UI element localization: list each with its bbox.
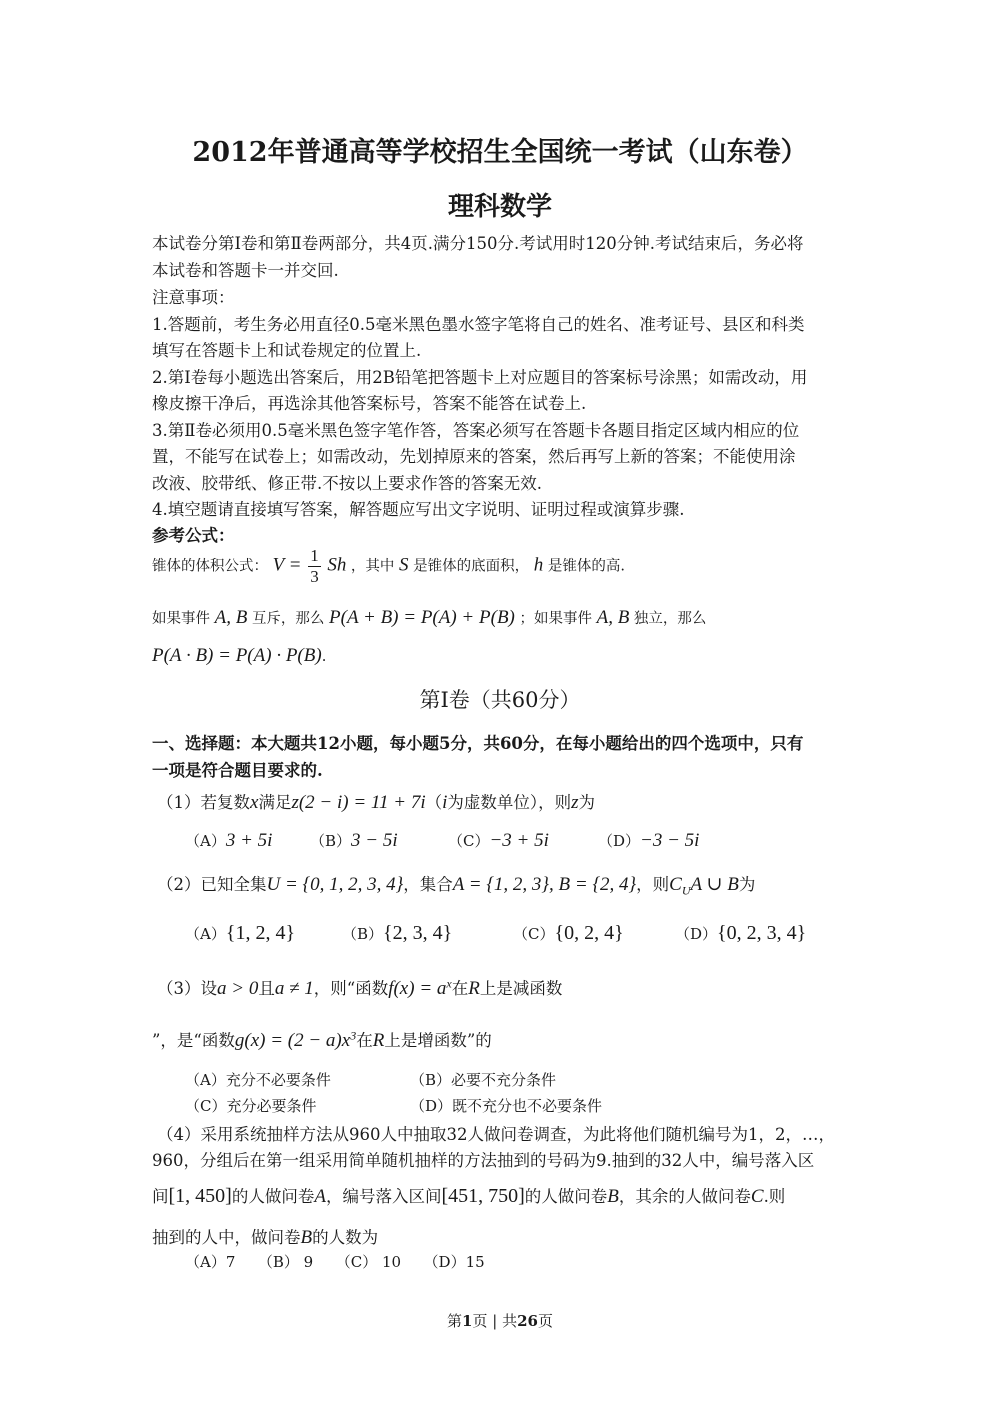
prob-formula-line-2 (152, 645, 326, 667)
cone-v: V = (272, 554, 307, 576)
q2-sets: A = {1, 2, 3}, B = {2, 4} (452, 874, 637, 895)
q4-text-g: 抽到的人中，做问卷 (152, 1228, 301, 1247)
q3-text-c: ，则“函数 (313, 979, 389, 998)
q3-function-g: g(x) = (2 − a)x (234, 1030, 351, 1051)
q3-function-g-exponent: 3 (350, 1028, 357, 1043)
q3-text-d: 在 (451, 979, 469, 998)
footer-text-3: 页 (537, 1312, 553, 1330)
q3-function-f-exponent: x (446, 976, 452, 991)
notice-4: 4.填空题请直接填写答案，解答题应写出文字说明、证明过程或演算步骤. (152, 500, 685, 519)
q2-complement-sub: U (681, 883, 691, 898)
notice-3b: 置，不能写在试卷上；如需改动，先划掉原来的答案，然后再写上新的答案；不能使用涂 (152, 447, 796, 466)
q1-option-a-label: （A） (185, 832, 226, 850)
formula-heading: 参考公式： (152, 526, 235, 545)
q4-var-a: A (314, 1186, 326, 1207)
q2-option-d-value: {0, 2, 3, 4} (717, 922, 807, 944)
q1-option-d-value: −3 − 5i (640, 830, 700, 851)
prob-formula-1: P(A + B) = P(A) + P(B) (329, 607, 515, 628)
q1-option-d-label: （D） (598, 832, 641, 850)
cone-sh: Sh (327, 554, 347, 576)
q3-option-d[interactable]: （D）既不充分也不必要条件 (410, 1097, 603, 1115)
q4-interval-1: [1, 450] (168, 1185, 232, 1207)
q1-option-a[interactable] (185, 830, 272, 852)
exam-subtitle: 理科数学 (447, 192, 552, 222)
q3-text-f: ”，是“函数 (152, 1031, 235, 1050)
question-2 (157, 871, 755, 898)
question-3-line-1 (157, 975, 562, 1000)
q3-cond-2: a ≠ 1 (274, 978, 314, 999)
q1-text-a: （1）若复数 (157, 793, 250, 812)
q2-option-a[interactable] (185, 922, 295, 945)
q4-text-d: 的人做问卷 (524, 1187, 608, 1206)
exam-title: 2012年普通高等学校招生全国统一考试（山东卷） (192, 137, 808, 168)
q1-option-c[interactable] (448, 830, 549, 852)
prob-text-3: ；如果事件 (519, 611, 592, 627)
q3-set-r-2: R (372, 1030, 385, 1051)
prob-formula-2: P(A · B) = P(A) · P(B) (152, 645, 322, 666)
q1-text-d: 为虚数单位），则 (447, 793, 572, 812)
question-4-line-1: （4）采用系统抽样方法从960人中抽取32人做问卷调查，为此将他们随机编号为1，2，…， (157, 1125, 835, 1144)
q4-options[interactable]: （A）7 （B） 9 （C） 10 （D）15 (185, 1253, 485, 1271)
footer-text-2: 页 | 共 (472, 1312, 518, 1330)
q1-text-c: （ (425, 793, 443, 812)
q2-option-d-label: （D） (675, 925, 718, 943)
footer-page-total: 26 (517, 1312, 538, 1330)
q2-option-b-label: （B） (342, 925, 384, 943)
notice-3a: 3.第Ⅱ卷必须用0.5毫米黑色签字笔作答，答案必须写在答题卡各题目指定区域内相应的位 (152, 421, 800, 440)
cone-suffix: 是锥体的高. (547, 558, 625, 575)
q1-option-b-label: （B） (310, 832, 352, 850)
q1-equation: z(2 − i) = 11 + 7i (291, 792, 426, 813)
q3-text-h: 上是增函数”的 (384, 1031, 492, 1050)
cone-s: S (399, 554, 409, 576)
question-4-line-3 (152, 1183, 785, 1208)
notice-1b: 填写在答题卡上和试卷规定的位置上. (152, 341, 422, 360)
q2-option-c[interactable] (513, 922, 624, 945)
q3-text-e: 上是减函数 (479, 979, 563, 998)
q1-text-e: 为 (578, 793, 596, 812)
fraction-numerator: 1 (310, 546, 319, 565)
cone-prefix: 锥体的体积公式： (152, 558, 268, 575)
prob-text-1: 如果事件 (152, 611, 210, 627)
q3-set-r: R (468, 978, 480, 999)
q1-option-b[interactable] (310, 830, 398, 852)
q2-complement: C (669, 874, 682, 895)
q2-option-b[interactable] (342, 922, 452, 945)
q2-option-d[interactable] (675, 922, 806, 945)
section-instruction-b: 一项是符合题目要求的. (152, 761, 323, 780)
question-4-line-4 (152, 1224, 378, 1249)
q1-var-x: x (250, 792, 259, 813)
q2-option-c-value: {0, 2, 4} (554, 922, 624, 944)
q4-text-h: 的人数为 (312, 1228, 379, 1247)
q4-var-b-2: B (300, 1227, 313, 1248)
section-instruction-a: 一、选择题：本大题共12小题，每小题5分，共60分，在每小题给出的四个选项中，只有 (152, 734, 804, 753)
q1-var-i: i (442, 792, 448, 813)
footer-page-number: 1 (462, 1312, 473, 1330)
q1-option-c-label: （C） (448, 832, 490, 850)
q2-option-a-value: {1, 2, 4} (225, 922, 296, 944)
q2-text-d: 为 (738, 875, 756, 894)
cone-formula (152, 546, 625, 587)
q4-text-b: 的人做问卷 (231, 1187, 315, 1206)
question-3-line-2 (152, 1027, 492, 1052)
q3-text-b: 且 (258, 979, 275, 998)
cone-mid2: 是锥体的底面积， (413, 558, 530, 575)
q3-option-a[interactable]: （A）充分不必要条件 (185, 1071, 331, 1089)
q4-var-b: B (607, 1186, 619, 1207)
q4-text-e: ，其余的人做问卷 (618, 1187, 751, 1206)
intro-line-2: 本试卷和答题卡一并交回. (152, 261, 339, 280)
cone-mid1: ，其中 (350, 558, 395, 575)
q2-option-a-label: （A） (185, 925, 226, 943)
prob-end: . (321, 649, 327, 665)
q1-text-b: 满足 (258, 793, 292, 812)
prob-text-2: 互斥，那么 (251, 611, 325, 627)
q3-text-g: 在 (356, 1031, 373, 1050)
q1-var-z: z (571, 792, 579, 813)
notice-2a: 2.第Ⅰ卷每小题选出答案后，用2B铅笔把答题卡上对应题目的答案标号涂黑；如需改动，用 (152, 368, 808, 387)
q3-function-f: f(x) = a (388, 978, 447, 999)
prob-text-4: 独立，那么 (633, 611, 707, 627)
q2-text-a: （2）已知全集 (157, 875, 267, 894)
q2-universal-set: U = {0, 1, 2, 3, 4} (266, 874, 404, 895)
q1-option-b-value: 3 − 5i (351, 830, 398, 851)
intro-line-1: 本试卷分第Ⅰ卷和第Ⅱ卷两部分，共4页.满分150分.考试用时120分钟.考试结束后，务必将 (152, 234, 804, 253)
q2-option-b-value: {2, 3, 4} (383, 922, 453, 944)
q3-text-a: （3）设 (157, 979, 217, 998)
q4-text-a: 间 (152, 1187, 169, 1206)
q3-cond-1: a > 0 (217, 978, 259, 999)
section-title: 第Ⅰ卷（共60分） (419, 688, 581, 712)
q4-text-f: .则 (763, 1187, 786, 1206)
q4-var-c: C (750, 1186, 764, 1207)
page-footer (0, 1310, 1000, 1331)
question-1 (157, 789, 595, 814)
prob-events-2: A, B (596, 607, 630, 628)
question-4-line-2: 960，分组后在第一组采用简单随机抽样的方法抽到的号码为9.抽到的32人中，编号落入区 (152, 1151, 815, 1170)
q2-option-c-label: （C） (513, 925, 555, 943)
notice-heading: 注意事项： (152, 288, 235, 307)
notice-1a: 1.答题前，考生务必用直径0.5毫米黑色墨水签字笔将自己的姓名、准考证号、县区和科类 (152, 315, 805, 334)
notice-3c: 改液、胶带纸、修正带.不按以上要求作答的答案无效. (152, 474, 542, 493)
fraction (308, 546, 321, 587)
q1-option-a-value: 3 + 5i (225, 830, 273, 851)
q3-option-b[interactable]: （B）必要不充分条件 (410, 1071, 557, 1089)
q4-interval-2: [451, 750] (441, 1185, 525, 1207)
cone-h: h (533, 554, 544, 576)
q2-text-b: ，集合 (403, 875, 453, 894)
fraction-denominator: 3 (310, 567, 319, 586)
footer-text-1: 第 (447, 1312, 463, 1330)
q2-text-c: ，则 (636, 875, 670, 894)
q3-option-c[interactable]: （C）充分必要条件 (185, 1097, 317, 1115)
q1-option-c-value: −3 + 5i (489, 830, 549, 851)
q1-option-d[interactable] (598, 830, 699, 852)
notice-2b: 橡皮擦干净后，再选涂其他答案标号，答案不能答在试卷上. (152, 394, 587, 413)
q4-text-c: ，编号落入区间 (325, 1187, 442, 1206)
prob-events-1: A, B (214, 607, 248, 628)
q2-expression: A ∪ B (690, 874, 739, 895)
prob-formula-line (152, 607, 706, 629)
